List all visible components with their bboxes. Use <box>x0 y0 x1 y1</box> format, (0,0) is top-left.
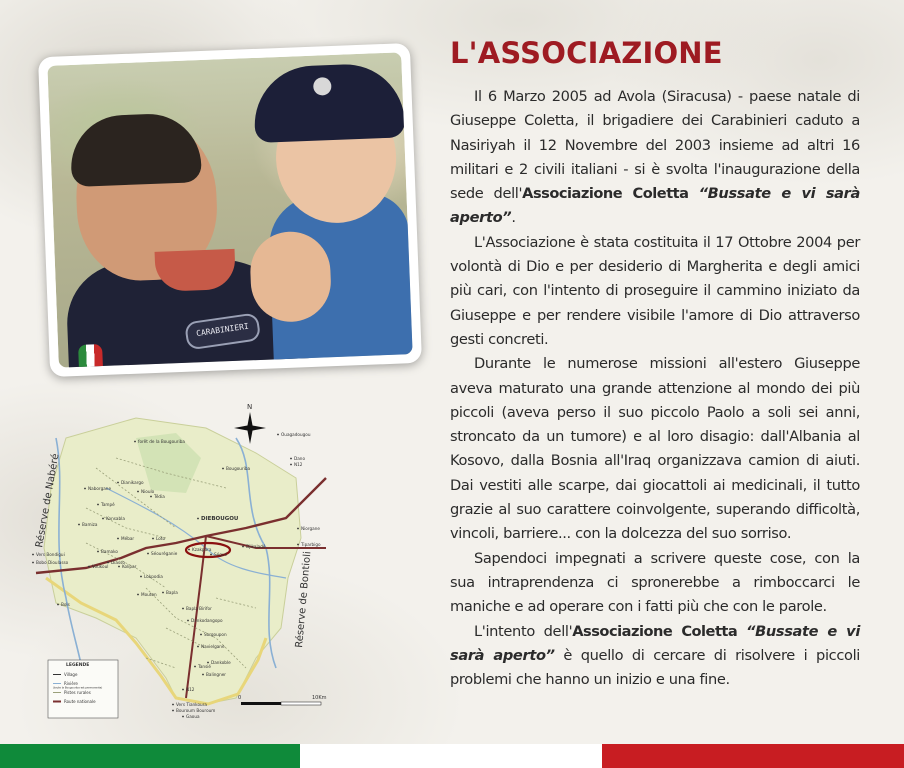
legend-item: Route nationale <box>64 699 96 704</box>
flag-stripe-green <box>0 744 300 768</box>
village-marker <box>162 592 164 594</box>
village-marker <box>32 554 34 556</box>
place-label: Ouagadougou <box>281 432 311 437</box>
place-label: Naborgane <box>88 486 112 491</box>
paragraph-3: Durante le numerose missioni all'estero Giuseppe aveva maturato una grande attenzione al mondo dei più piccoli (aveva perso il suo piccolo Paolo a soli sei anni, stroncato da un tumore) e al loro disagio: dall'Albania al Kosovo, dalla Bosnia all'Iraq organizzava camion di aiuti. Dai vestiti alle scarpe, dai giocattoli ai medicinali, il tutto grazie al suo carattere coinvolgente, superando difficoltà, vincoli, barriere... con la dolcezza del suo sorriso. <box>450 355 860 543</box>
place-label: Bols <box>61 602 70 607</box>
village-marker <box>32 562 34 564</box>
flag-stripe-white <box>300 744 602 768</box>
place-label: Navielgane <box>201 644 225 649</box>
village-marker <box>210 554 212 556</box>
paragraph-1: Il 6 Marzo 2005 ad Avola (Siracusa) - paese natale di Giuseppe Coletta, il brigadiere dei Carabinieri caduto a Nasiriyah il 12 Novembre del 2003 insieme ad altri 16 militari e 2 civili italiani - si è svolta l'inaugurazione della sede dell'Associazione Coletta “Bussate e vi sarà aperto”. <box>450 88 860 227</box>
village-marker <box>187 620 189 622</box>
carabinieri-cap <box>253 62 406 143</box>
paragraph-2: L'Associazione è stata costituita il 17 Ottobre 2004 per volontà di Dio e per desiderio di Margherita e degli amici più cari, con l'intento di proseguire il cammino iniziato da Giuseppe e per rendere visibile l'amore di Dio attraverso gesti concreti. <box>450 233 860 348</box>
place-label: Séouréganie <box>151 551 178 556</box>
place-label: Tampé <box>101 502 115 507</box>
village-marker <box>297 544 299 546</box>
place-label: Vers Bondigui <box>36 552 65 557</box>
village-marker <box>97 551 99 553</box>
village-marker <box>222 468 224 470</box>
village-marker <box>84 488 86 490</box>
place-label: Bapla Birifor <box>186 606 212 611</box>
place-label: Bouroum Bouroum <box>176 708 216 713</box>
place-label: Sorgoupon <box>204 632 227 637</box>
village-marker <box>172 710 174 712</box>
photo-frame <box>38 43 422 377</box>
legend-item: Village <box>64 672 78 677</box>
place-label: Loto <box>156 536 166 541</box>
village-marker <box>118 566 120 568</box>
village-marker <box>202 674 204 676</box>
place-label: Balingner <box>206 672 227 677</box>
village-marker <box>194 666 196 668</box>
map-legend <box>48 660 118 718</box>
village-marker <box>102 518 104 520</box>
legend-note: (toute la Bougouriba est permanente) <box>53 686 103 690</box>
place-label: Tansié <box>198 664 212 669</box>
place-label: Mébar <box>121 536 135 541</box>
place-label: Mouton <box>141 592 157 597</box>
place-label: Bapla <box>166 590 178 595</box>
village-marker <box>172 704 174 706</box>
place-label: Lokpodia <box>144 574 163 579</box>
village-marker <box>78 524 80 526</box>
svg-text:10Km: 10Km <box>312 695 327 701</box>
place-label: forêt de la Bougouriba <box>138 439 185 444</box>
village-marker <box>242 546 244 548</box>
place-label: Kolipar <box>122 564 137 569</box>
village-marker <box>137 594 139 596</box>
place-label: Gaoua <box>186 714 200 719</box>
legend-item: Pistes rurales <box>64 690 91 695</box>
place-label: Kzakpara <box>192 547 212 552</box>
village-marker <box>117 538 119 540</box>
village-marker <box>182 608 184 610</box>
village-marker <box>57 604 59 606</box>
village-marker <box>290 458 292 460</box>
place-label: Dianikargo <box>121 480 144 485</box>
reserve-right-label: Réserve de Bontioli <box>294 550 314 649</box>
place-label: Tédia <box>154 494 165 499</box>
compass-rose-icon <box>234 403 266 444</box>
place-label: Nioulo <box>141 489 155 494</box>
village-marker <box>297 528 299 530</box>
svg-text:N: N <box>247 403 253 411</box>
diebougou-map <box>26 398 340 728</box>
place-label: Konsabla <box>106 516 125 521</box>
paragraph-4: Sapendoci impegnati a scrivere queste cose, con la sua intraprendenza ci spronerebbe a rimboccarci le maniche e ad operare con i fatti più che con le parole. <box>450 549 860 616</box>
place-label: N12 <box>186 687 195 692</box>
flag-stripe-red <box>602 744 904 768</box>
village-marker <box>147 553 149 555</box>
place-label: Vers Tiankoura <box>176 702 207 707</box>
village-marker <box>182 689 184 691</box>
child-arm <box>249 230 332 323</box>
italian-flag-patch <box>78 344 103 368</box>
village-marker <box>134 441 136 443</box>
article-title: L'ASSOCIAZIONE <box>450 36 723 70</box>
legend-item: Rivière <box>64 681 78 686</box>
paragraph-5: L'intento dell'Associazione Coletta “Bussate e vi sarà aperto” è quello di cercare di risolvere i piccoli problemi che hanno un inizio e una fine. <box>450 622 860 689</box>
place-label: Bamako <box>101 549 118 554</box>
village-marker <box>182 716 184 718</box>
place-label: Diasso <box>111 560 125 565</box>
carabiniere-with-child-photo <box>47 52 412 367</box>
village-marker <box>152 538 154 540</box>
carabinieri-patch: CARABINIERI <box>184 312 261 350</box>
village-marker <box>277 434 279 436</box>
place-label: Dankodangopo <box>191 618 223 623</box>
place-label: Tiparbigo <box>301 542 321 547</box>
place-label: Bamiza <box>82 522 98 527</box>
article-body <box>450 85 860 692</box>
place-label: N12 <box>294 462 303 467</box>
village-marker <box>137 491 139 493</box>
place-label: DIEBOUGOU <box>201 516 239 522</box>
man-hair <box>69 112 202 187</box>
svg-text:0: 0 <box>238 695 242 701</box>
map-scale-bar <box>238 695 327 705</box>
place-label: Dankoble <box>211 660 231 665</box>
village-marker <box>197 518 199 520</box>
village-marker <box>97 504 99 506</box>
place-label: Bobo Dioulasso <box>36 560 69 565</box>
village-marker <box>140 576 142 578</box>
village-marker <box>197 646 199 648</box>
place-label: Djikaladé <box>246 544 266 549</box>
svg-text:LEGENDE: LEGENDE <box>66 663 90 668</box>
place-label: Ségué <box>214 552 228 557</box>
village-marker <box>188 549 190 551</box>
village-marker <box>88 566 90 568</box>
place-label: Voukoul <box>92 564 109 569</box>
place-label: Bougouriba <box>226 466 251 471</box>
village-marker <box>290 464 292 466</box>
place-label: Dano <box>294 456 306 461</box>
reserve-left-label: Réserve de Nabéré <box>34 452 62 549</box>
place-label: Niorgane <box>301 526 320 531</box>
village-marker <box>150 496 152 498</box>
village-marker <box>200 634 202 636</box>
article <box>450 36 860 692</box>
village-marker <box>117 482 119 484</box>
